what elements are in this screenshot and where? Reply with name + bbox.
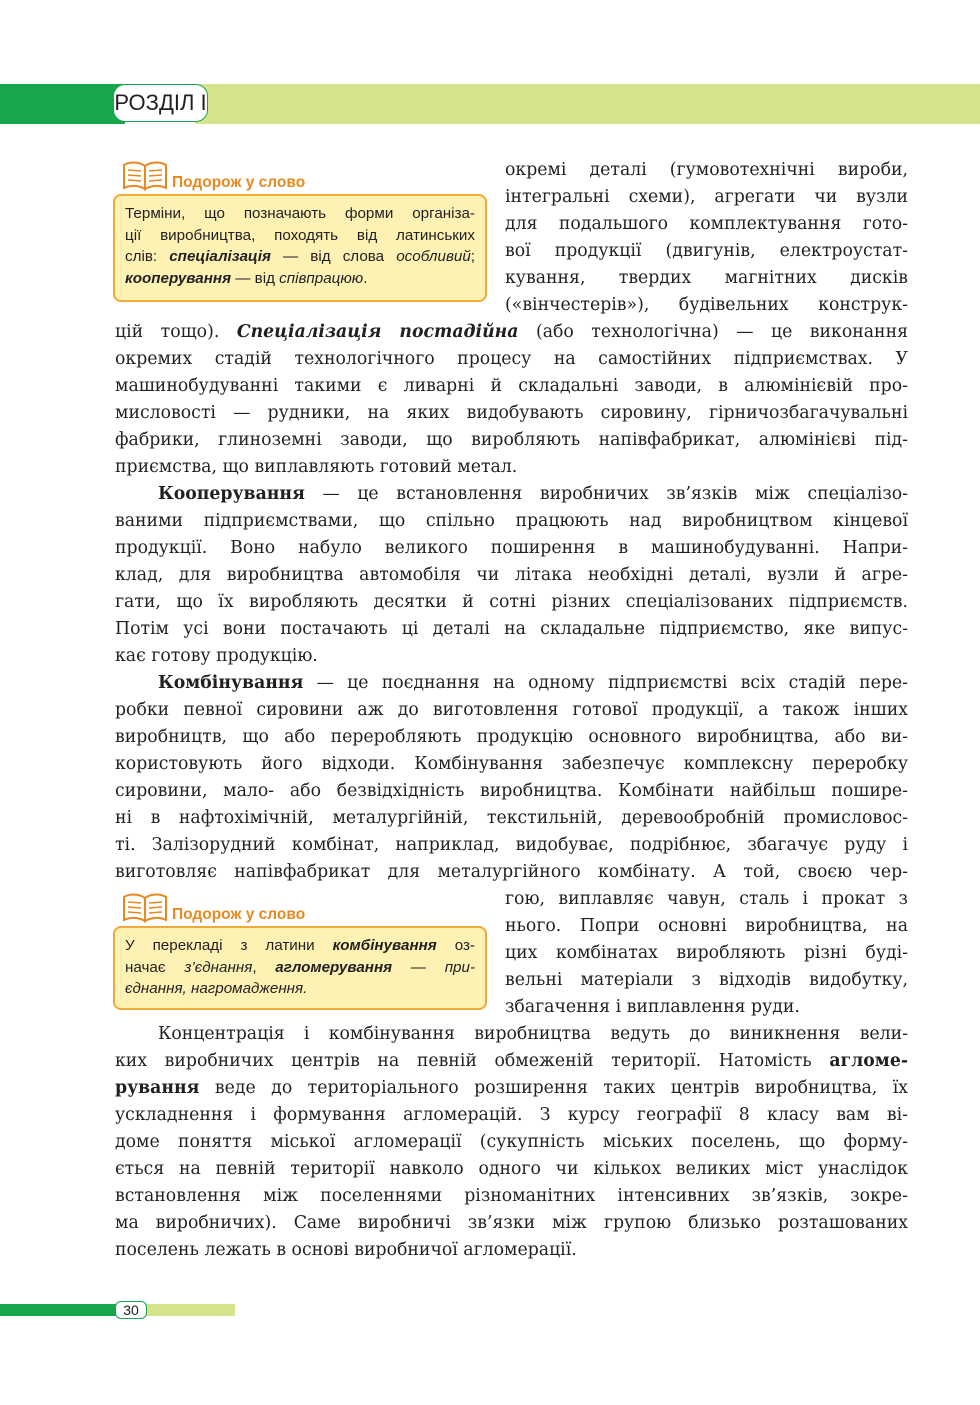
text-line: ті. Залізорудний комбінат, наприклад, видобуває, подрібнює, збагачує руду і — [115, 835, 908, 855]
sidebox-1-line-3: слів: спеціалізація — від слова особливий; — [125, 248, 475, 265]
text-line: окремі деталі (гумовотехнічні вироби, — [505, 160, 908, 180]
text-line: окремих стадій технологічного процесу на самостійних підприємствах. У — [115, 349, 908, 369]
text-line: Потім усі вони постачають ці деталі на складальне підприємство, яке випус- — [115, 619, 908, 639]
text-line: Концентрація і комбінування виробництва ведуть до виникнення вели- — [158, 1024, 908, 1044]
sidebox-1-line-4: кооперування — від співпрацюю. — [125, 269, 368, 287]
sidebox-1-header — [122, 160, 305, 192]
text-line: вої продукції (двигунів, електроустат- — [505, 241, 908, 261]
text-line: виробництв, що або переробляють продукцію основного виробництва, або ви- — [115, 727, 908, 747]
text-line: цій тощо). Спеціалізація постадійна (або технологічна) — це виконання — [115, 322, 908, 342]
text-line: встановлення між поселеннями різноманітних інтенсивних зв’язків, зокре- — [115, 1186, 908, 1206]
sidebox-2-line-1: У перекладі з латини комбінування оз- — [125, 937, 475, 954]
open-book-icon — [122, 160, 168, 192]
sidebox-2-body — [113, 926, 487, 1010]
text-line: ні в нафтохімічній, металургійній, текстильній, деревообробній промисловос- — [115, 808, 908, 828]
text-line: користовують його відходи. Комбінування забезпечує комплексну переробку — [115, 754, 908, 774]
text-line: збагачення і виплавлення руди. — [505, 997, 800, 1017]
text-line: ваними підприємствами, що спільно працюють над виробництвом кінцевої — [115, 511, 908, 531]
sidebox-1-title: Подорож у слово — [172, 174, 306, 191]
text-line: («вінчестерів»), будівельних конструк- — [505, 295, 908, 315]
text-line: цих комбінатах виробляють різні буді- — [505, 943, 908, 963]
text-line: приємства, що виплавляють готовий метал. — [115, 457, 518, 477]
text-line: робки певної сировини аж до виготовлення готової продукції, а також інших — [115, 700, 908, 720]
sidebox-2-header — [122, 892, 305, 924]
text-line: мисловості — рудники, на яких видобувають сировину, гірничозбагачувальні — [115, 403, 908, 423]
sidebox-2-line-2: начає з’єднання, агломерування — при- — [125, 958, 475, 976]
text-line: машинобудуванні такими є ливарні й складальні заводи, в алюмінієвій про- — [115, 376, 908, 396]
text-line: Кооперування — це встановлення виробничих зв’язків між спеціалізо- — [158, 484, 908, 504]
footer-band-green — [0, 1304, 120, 1316]
sidebox-2-line-3: єднання, нагромадження. — [125, 980, 308, 997]
text-line: ких виробничих центрів на певній обмеженій території. Натомість агломе- — [115, 1051, 908, 1071]
text-line: рування веде до територіального розширення таких центрів виробництва, їх — [115, 1078, 908, 1098]
text-line: вельні матеріали з відходів видобутку, — [505, 970, 908, 990]
text-line: ма виробничих). Саме виробничі зв’язки між групою близько розташованих — [115, 1213, 908, 1233]
footer-band-lime — [145, 1304, 235, 1316]
header-band-green — [0, 84, 125, 124]
sidebox-1-body — [113, 194, 487, 302]
sidebox-1-line-1: Терміни, що позначають форми організа- — [125, 205, 475, 222]
text-line: гати, що їх виробляють десятки й сотні різних спеціалізованих підприємств. — [115, 592, 908, 612]
text-line: сировини, мало- або безвідхідність виробництва. Комбінати найбільш пошире- — [115, 781, 908, 801]
text-line: кає готову продукцію. — [115, 646, 318, 666]
header-band-lime — [195, 84, 980, 124]
text-line: ускладнення і формування агломерацій. З курсу географії 8 класу вам ві- — [115, 1105, 908, 1125]
text-line: нього. Попри основні виробництва, на — [505, 916, 908, 936]
text-line: інтегральні схеми), агрегати чи вузли — [505, 187, 908, 207]
text-line: продукції. Воно набуло великого поширення в машинобудуванні. Напри- — [115, 538, 908, 558]
page-number: 30 — [115, 1301, 147, 1319]
text-line: поселень лежать в основі виробничої агломерації. — [115, 1240, 577, 1260]
text-line: доме поняття міської агломерації (сукупність міських поселень, що форму- — [115, 1132, 908, 1152]
text-line: виготовляє напівфабрикат для металургійного комбінату. А той, своєю чер- — [115, 862, 908, 882]
sidebox-1-line-2: ції виробництва, походять від латинських — [125, 226, 475, 244]
sidebox-2-title: Подорож у слово — [172, 906, 306, 923]
open-book-icon — [122, 892, 168, 924]
text-line: клад, для виробництва автомобіля чи літака необхідні деталі, вузли й агре- — [115, 565, 908, 585]
text-line: гою, виплавляє чавун, сталь і прокат з — [505, 889, 908, 909]
text-line: фабрики, глиноземні заводи, що виробляють напівфабрикат, алюмінієві під- — [115, 430, 908, 450]
text-line: Комбінування — це поєднання на одному підприємстві всіх стадій пере- — [158, 673, 908, 693]
text-line: ється на певній території навколо одного чи кількох великих міст унаслідок — [115, 1159, 908, 1179]
text-line: кування, твердих магнітних дисків — [505, 268, 908, 288]
text-line: для подальшого комплектування гото- — [505, 214, 908, 234]
section-label: РОЗДІЛ І — [113, 84, 208, 122]
